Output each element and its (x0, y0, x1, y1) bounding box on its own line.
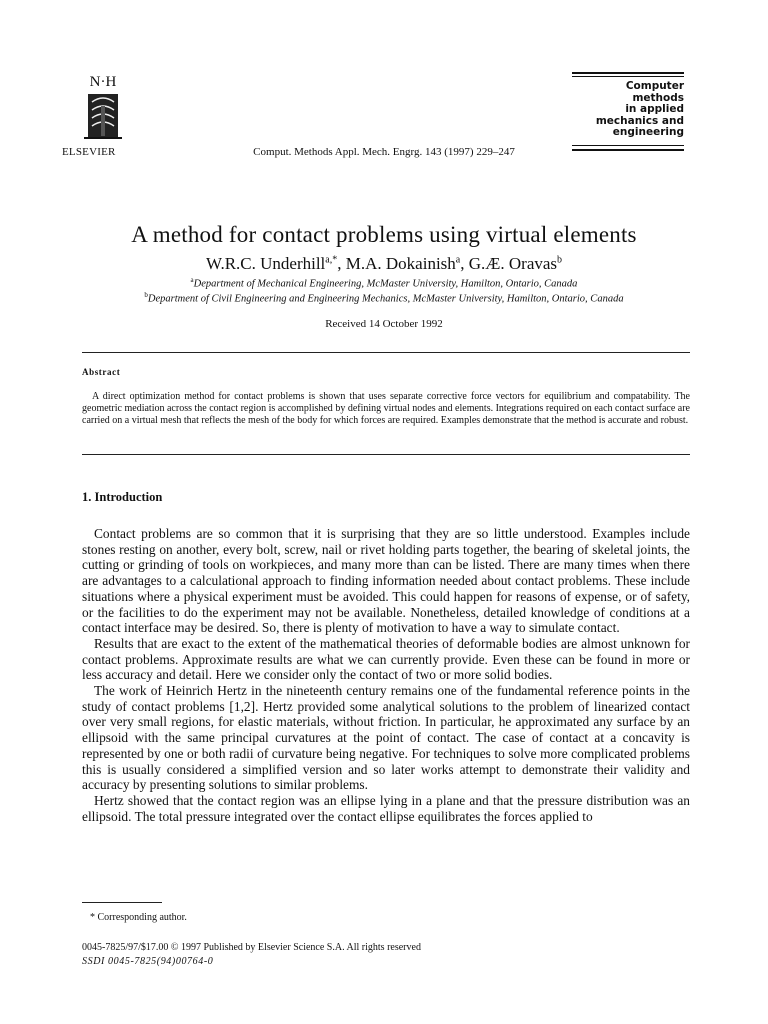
section-heading: 1. Introduction (82, 490, 163, 504)
journal-rule (572, 72, 684, 74)
journal-rule (572, 149, 684, 151)
abstract-rule-top (82, 352, 690, 353)
journal-title-line: in applied (625, 103, 684, 115)
author-affiliation-mark: a,* (325, 254, 338, 266)
footnote: * Corresponding author. (90, 912, 187, 923)
ssdi-line: SSDI 0045-7825(94)00764-0 (82, 956, 214, 967)
author-name: G.Æ. Oravas (468, 254, 558, 273)
abstract-heading: Abstract (82, 367, 121, 377)
journal-title-line: engineering (612, 126, 684, 138)
journal-rule (572, 145, 684, 146)
journal-title-line: Computer methods (625, 80, 684, 104)
body-paragraph: Results that are exact to the extent of the mathematical theories of deformable bodies are almost unknown for contact problems. Approximate results are what we can currently provide. Even these can be found in more or less accuracy and detail. Here we consider only the contact of two or more solid bodies. (82, 635, 690, 683)
body-paragraph: Hertz showed that the contact region was an ellipse lying in a plane and that the pressure distribution was an ellipsoid. The total pressure integrated over the contact ellipse equilibrates the forces applied to (82, 792, 690, 824)
section-body (82, 526, 690, 824)
body-paragraph: The work of Heinrich Hertz in the nineteenth century remains one of the fundamental reference points in the study of contact problems [1,2]. Hertz provided some analytical solutions to the problem of linearized contact over very small regions, for elastic materials, without friction. In particular, he approximated any surface by an ellipsoid with the same principal curvatures at the point of contact. The case of contact at a concavity is represented by one or both radii of curvature being negative. For techniques to solve more complicated problems this is usually considered a simplified version and so later works attempt to demonstrate their validity and accuracy by presenting solutions to similar problems. (82, 683, 690, 793)
author-name: M.A. Dokainish (345, 254, 456, 273)
affiliation-text: Department of Mechanical Engineering, McMaster University, Hamilton, Ontario, Canada (193, 278, 578, 290)
affiliation-mark: b (144, 291, 148, 299)
journal-title (572, 81, 684, 139)
journal-title-line: mechanics and (595, 114, 684, 127)
affiliation-a (0, 276, 768, 290)
copyright-line: 0045-7825/97/$17.00 © 1997 Published by Elsevier Science S.A. All rights reserved (82, 942, 421, 953)
affiliation-mark: a (190, 276, 194, 284)
journal-rule (572, 76, 684, 77)
author-affiliation-mark: b (557, 254, 563, 266)
journal-title-block (572, 72, 684, 153)
body-paragraph: Contact problems are so common that it is surprising that they are so little understood. Examples include stones resting on another, every bolt, screw, nail or rivet holding parts together, the bearing of skeletal joints, the cutting or grinding of tools on workpieces, and many more than can be listed. There are many times when there are advantages to a calculational approach to finding information needed about contact problems. These include situations where a physical experiment must be avoided. This could happen for reasons of expense, or of safety, or the facilities to do the experiment may not be available. Nonetheless, detailed knowledge of conditions at a contact interface may be desired. So, there is plenty of motivation to have a way to simulate contact. (82, 526, 690, 636)
footnote-rule (82, 902, 162, 903)
elsevier-tree-icon (74, 72, 132, 142)
author-name: W.R.C. Underhill (205, 254, 326, 273)
article-title: A method for contact problems using virtual elements (131, 222, 637, 247)
logo-text: N·H (89, 74, 117, 90)
abstract-text: A direct optimization method for contact problems is shown that uses separate corrective force vectors for equilibrium and compatability. The geometric mediation across the contact region is accomplished by defining virtual nodes and elements. Integrations required on each contact surface are carried on a virtual mesh that reflects the mesh of the body for which forces are required. Examples demonstrate that the method is accurate and robust. (82, 391, 690, 426)
publisher-name: ELSEVIER (62, 146, 116, 158)
received-date: Received 14 October 1992 (325, 318, 443, 330)
author-affiliation-mark: a (455, 254, 461, 266)
affiliation-b (0, 291, 768, 305)
author-list: W.R.C. Underhill$^{a,*}$, M.A. Dokainish$^a$, G.Æ. Oravas$^b$ (205, 254, 563, 273)
abstract-rule-bottom (82, 454, 690, 455)
affiliation-text: Department of Civil Engineering and Engineering Mechanics, McMaster University, Hamilton, Ontario, Canada (147, 293, 624, 305)
journal-citation: Comput. Methods Appl. Mech. Engrg. 143 (1997) 229–247 (253, 146, 515, 158)
